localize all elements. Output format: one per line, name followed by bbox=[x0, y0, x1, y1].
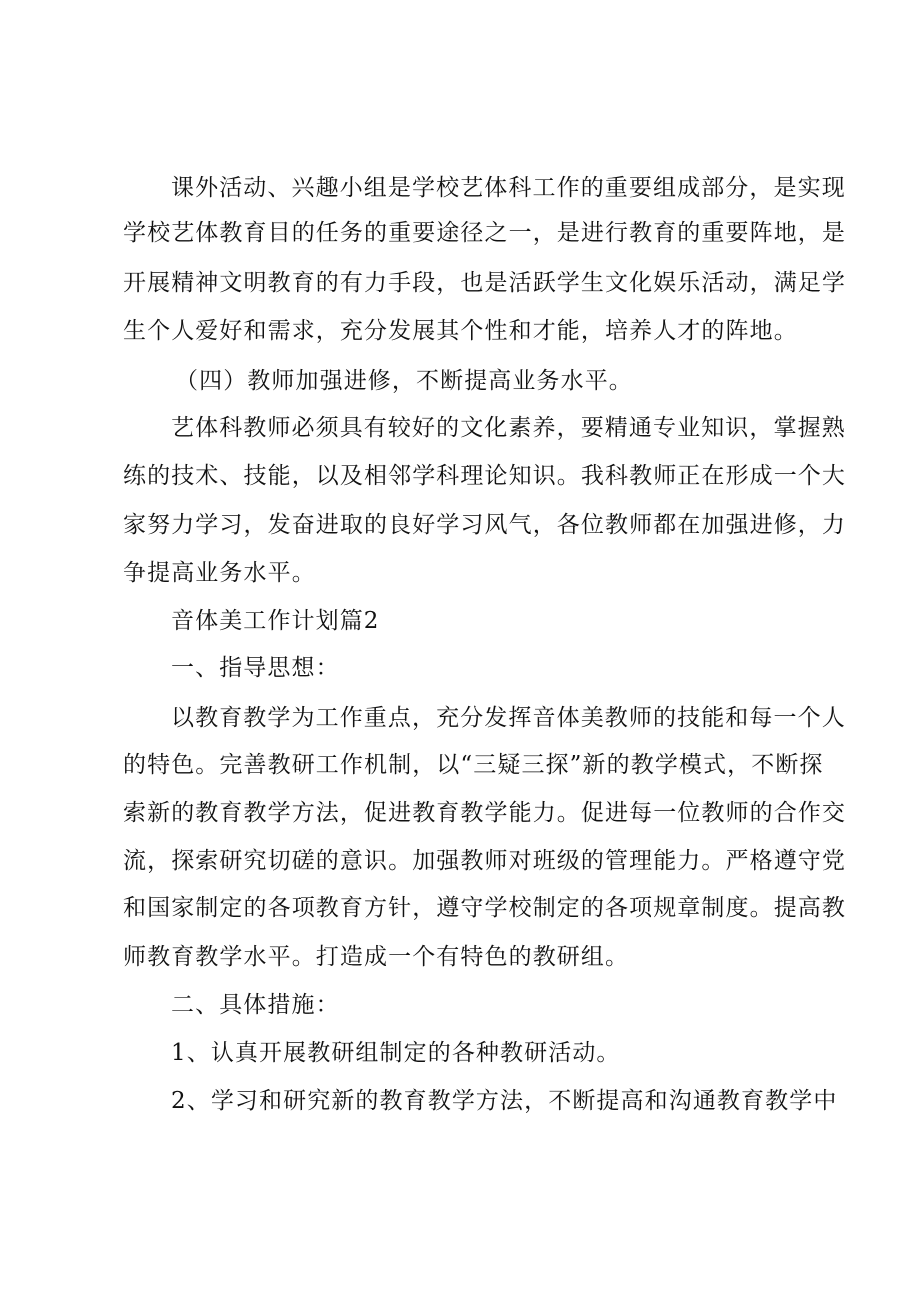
section-title: 音体美工作计划篇2 bbox=[171, 608, 380, 634]
paragraph-line: 师教育教学水平。打造成一个有特色的教研组。 bbox=[123, 944, 630, 970]
paragraph-line: 争提高业务水平。 bbox=[123, 560, 316, 586]
paragraph-line: 生个人爱好和需求，充分发展其个性和才能，培养人才的阵地。 bbox=[123, 318, 798, 344]
paragraph-line: 流，探索研究切磋的意识。加强教师对班级的管理能力。严格遵守党 bbox=[123, 848, 846, 874]
paragraph-line: 课外活动、兴趣小组是学校艺体科工作的重要组成部分，是实现 bbox=[171, 175, 846, 201]
section-heading-4: （四）教师加强进修，不断提高业务水平。 bbox=[175, 368, 633, 394]
list-item: 1、认真开展教研组制定的各种教研活动。 bbox=[171, 1040, 621, 1066]
paragraph-line: 练的技术、技能，以及相邻学科理论知识。我科教师正在形成一个大 bbox=[123, 463, 846, 489]
paragraph-line: 艺体科教师必须具有较好的文化素养，要精通专业知识，掌握熟 bbox=[171, 415, 846, 441]
paragraph-line: 以教育教学为工作重点，充分发挥音体美教师的技能和每一个人 bbox=[171, 705, 846, 731]
guiding-ideology-heading: 一、指导思想： bbox=[171, 655, 340, 681]
paragraph-line: 家努力学习，发奋进取的良好学习风气，各位教师都在加强进修，力 bbox=[123, 512, 846, 538]
list-item: 2、学习和研究新的教育教学方法，不断提高和沟通教育教学中 bbox=[171, 1088, 838, 1114]
paragraph-line: 索新的教育教学方法，促进教育教学能力。促进每一位教师的合作交 bbox=[123, 800, 846, 826]
paragraph-line: 学校艺体教育目的任务的重要途径之一，是进行教育的重要阵地，是 bbox=[123, 220, 846, 246]
paragraph-line: 和国家制定的各项教育方针，遵守学校制定的各项规章制度。提高教 bbox=[123, 895, 846, 921]
specific-measures-heading: 二、具体措施： bbox=[171, 992, 340, 1018]
paragraph-line: 开展精神文明教育的有力手段，也是活跃学生文化娱乐活动，满足学 bbox=[123, 270, 846, 296]
paragraph-line: 的特色。完善教研工作机制，以“三疑三探”新的教学模式，不断探 bbox=[123, 752, 824, 778]
